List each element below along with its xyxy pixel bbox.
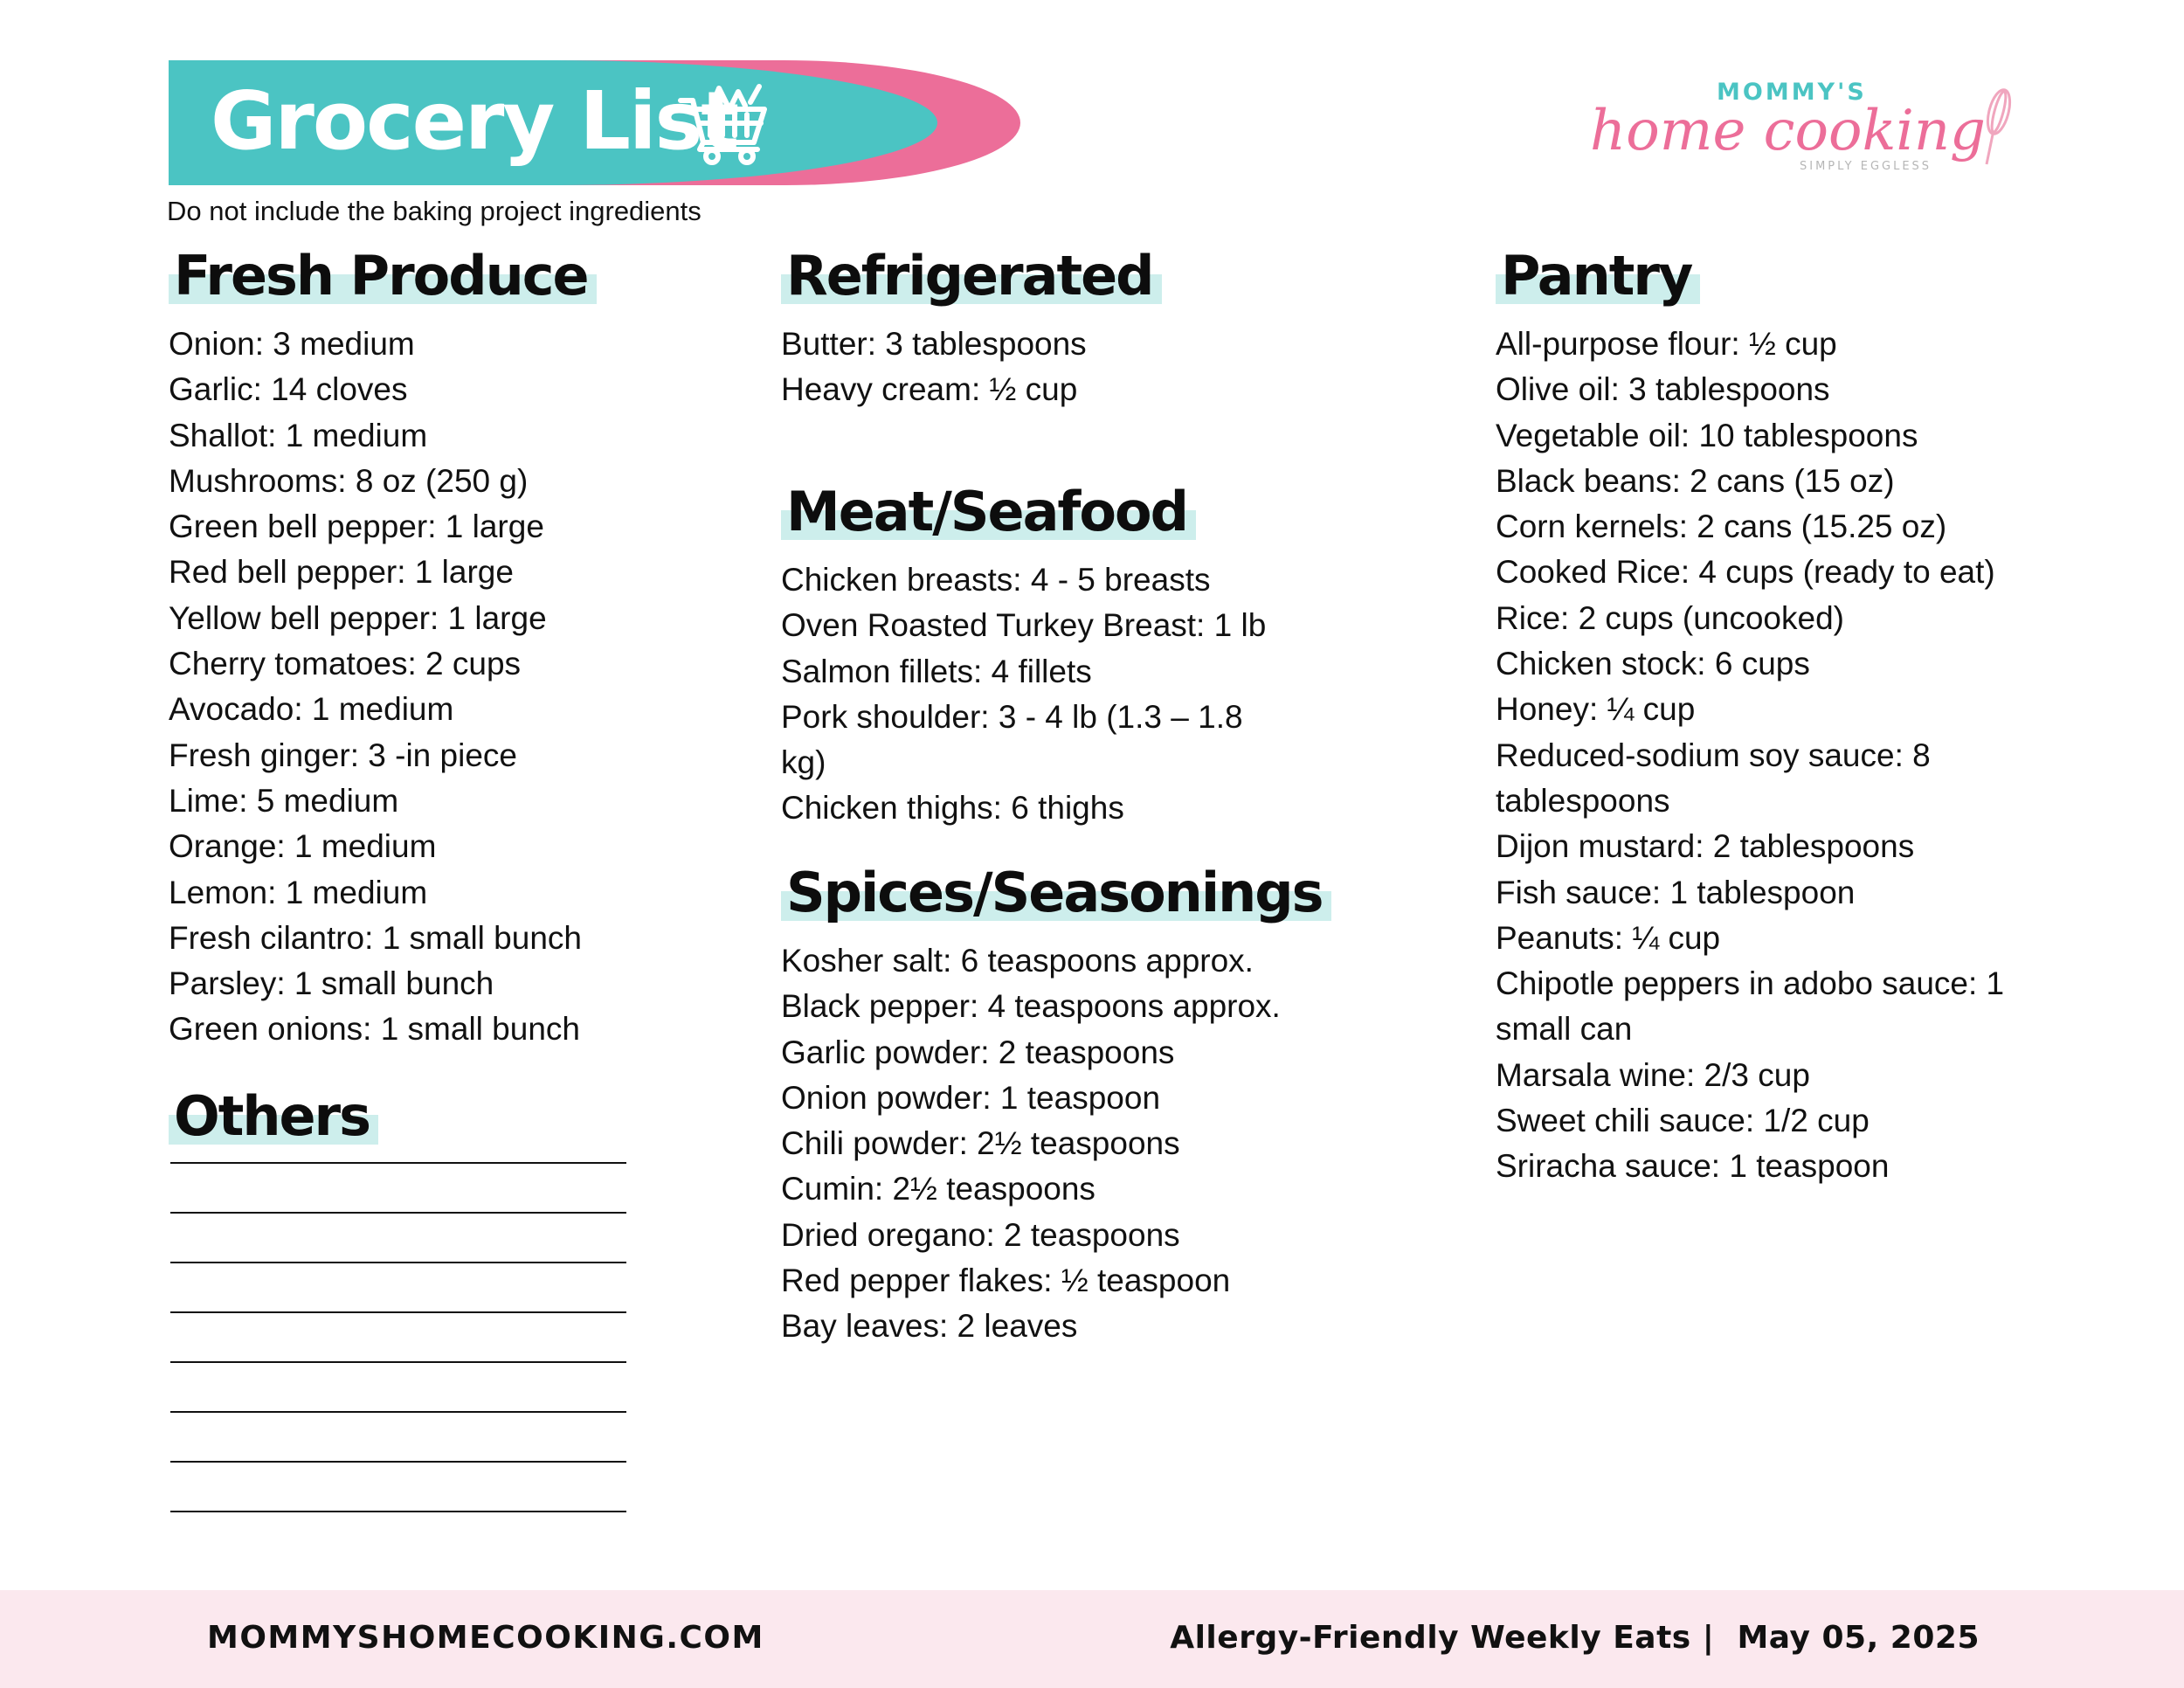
list-item: Black beans: 2 cans (15 oz) [1496,462,1895,499]
section-spices-seasonings [781,860,1340,1350]
list-item: Black pepper: 4 teaspoons approx. [781,988,1281,1025]
list-item: Butter: 3 tablespoons [781,326,1087,362]
item-list [169,322,728,1053]
list-item: Peanuts: ¼ cup [1496,919,1721,956]
list-item: Chicken breasts: 4 - 5 breasts [781,562,1211,598]
list-item: Chili powder: 2½ teaspoons [781,1125,1180,1162]
list-item: Cherry tomatoes: 2 cups [169,646,522,682]
list-item: Chicken thighs: 6 thighs [781,790,1124,827]
logo-tagline-text: SIMPLY EGGLESS [1800,160,1932,173]
list-item: Dried oregano: 2 teaspoons [781,1216,1180,1253]
list-item: Cooked Rice: 4 cups (ready to eat) [1496,554,1995,591]
shopping-cart-icon [677,81,773,169]
footer-date: May 05, 2025 [1737,1620,1980,1656]
list-item: Fresh cilantro: 1 small bunch [169,919,582,956]
list-item: Garlic: 14 cloves [169,371,408,408]
list-item: Marsala wine: 2/3 cup [1496,1056,1810,1093]
header-note: Do not include the baking project ingredients [167,196,702,226]
list-item: Honey: ¼ cup [1496,691,1696,728]
logo-main-text: home cooking [1590,99,1986,163]
item-list [781,938,1340,1350]
footer-series: Allergy-Friendly Weekly Eats [1170,1620,1691,1656]
footer-separator: | [1690,1620,1738,1656]
list-item: Red pepper flakes: ½ teaspoon [781,1263,1231,1299]
list-item: Lime: 5 medium [169,782,399,819]
list-item: Chipotle peppers in adobo sauce: 1 small can [1496,965,2005,1048]
section-fresh-produce [169,243,728,1053]
list-item: Kosher salt: 6 teaspoons approx. [781,943,1254,979]
page-footer [0,1590,2184,1688]
list-item: Red bell pepper: 1 large [169,554,514,591]
list-item: Fish sauce: 1 tablespoon [1496,874,1856,910]
list-item: Lemon: 1 medium [169,874,428,910]
logo-top-text: MOMMY'S [1717,79,1867,106]
list-item: Cumin: 2½ teaspoons [781,1171,1095,1207]
list-item: Yellow bell pepper: 1 large [169,599,547,636]
blank-line [170,1411,626,1413]
list-item: Green onions: 1 small bunch [169,1011,580,1048]
section-heading: Fresh Produce [169,243,597,309]
footer-website: MOMMYSHOMECOOKING.COM [207,1620,764,1656]
section-heading: Refrigerated [781,243,1162,309]
list-item: Parsley: 1 small bunch [169,965,494,1002]
list-item: Avocado: 1 medium [169,691,454,728]
section-meat-seafood [781,479,1296,832]
whisk-icon [1984,87,2015,164]
item-list [781,557,1296,832]
list-item: Olive oil: 3 tablespoons [1496,371,1830,408]
list-item: Salmon fillets: 4 fillets [781,653,1092,689]
list-item: Oven Roasted Turkey Breast: 1 lb [781,607,1267,644]
list-item: Mushrooms: 8 oz (250 g) [169,462,529,499]
blank-line [170,1461,626,1463]
list-item: Fresh ginger: 3 -in piece [169,737,517,773]
list-item: Heavy cream: ½ cup [781,371,1078,408]
blank-line [170,1212,626,1214]
list-item: Reduced-sodium soy sauce: 8 tablespoons [1496,737,1931,819]
section-heading: Others [169,1083,378,1150]
blank-line [170,1361,626,1363]
item-list [1496,322,2020,1190]
list-item: Rice: 2 cups (uncooked) [1496,599,1844,636]
section-heading: Pantry [1496,243,1700,309]
section-heading: Meat/Seafood [781,479,1196,545]
blank-line [170,1162,626,1164]
list-item: Bay leaves: 2 leaves [781,1308,1078,1345]
list-item: Garlic powder: 2 teaspoons [781,1034,1175,1070]
list-item: Sweet chili sauce: 1/2 cup [1496,1103,1870,1139]
section-heading: Spices/Seasonings [781,860,1331,926]
brand-logo [1590,66,2027,180]
list-item: Sriracha sauce: 1 teaspoon [1496,1148,1890,1185]
list-item: Shallot: 1 medium [169,417,428,453]
footer-info [1170,1620,1980,1656]
list-item: Dijon mustard: 2 tablespoons [1496,828,1915,865]
list-item: Onion powder: 1 teaspoon [781,1079,1161,1116]
section-others [169,1083,378,1150]
section-refrigerated [781,243,1340,413]
list-item: Vegetable oil: 10 tablespoons [1496,417,1918,453]
section-pantry [1496,243,2020,1190]
list-item: Chicken stock: 6 cups [1496,646,1810,682]
list-item: Green bell pepper: 1 large [169,508,544,545]
page-title: Grocery List [211,74,738,168]
title-banner [169,60,1020,185]
blank-line [170,1262,626,1263]
list-item: Corn kernels: 2 cans (15.25 oz) [1496,508,1947,545]
others-blank-lines [170,1162,629,1560]
list-item: Onion: 3 medium [169,326,415,362]
blank-line [170,1311,626,1313]
list-item: Orange: 1 medium [169,828,437,865]
list-item: Pork shoulder: 3 - 4 lb (1.3 – 1.8 kg) [781,698,1243,781]
item-list [781,322,1340,413]
blank-line [170,1511,626,1512]
list-item: All-purpose flour: ½ cup [1496,326,1837,362]
